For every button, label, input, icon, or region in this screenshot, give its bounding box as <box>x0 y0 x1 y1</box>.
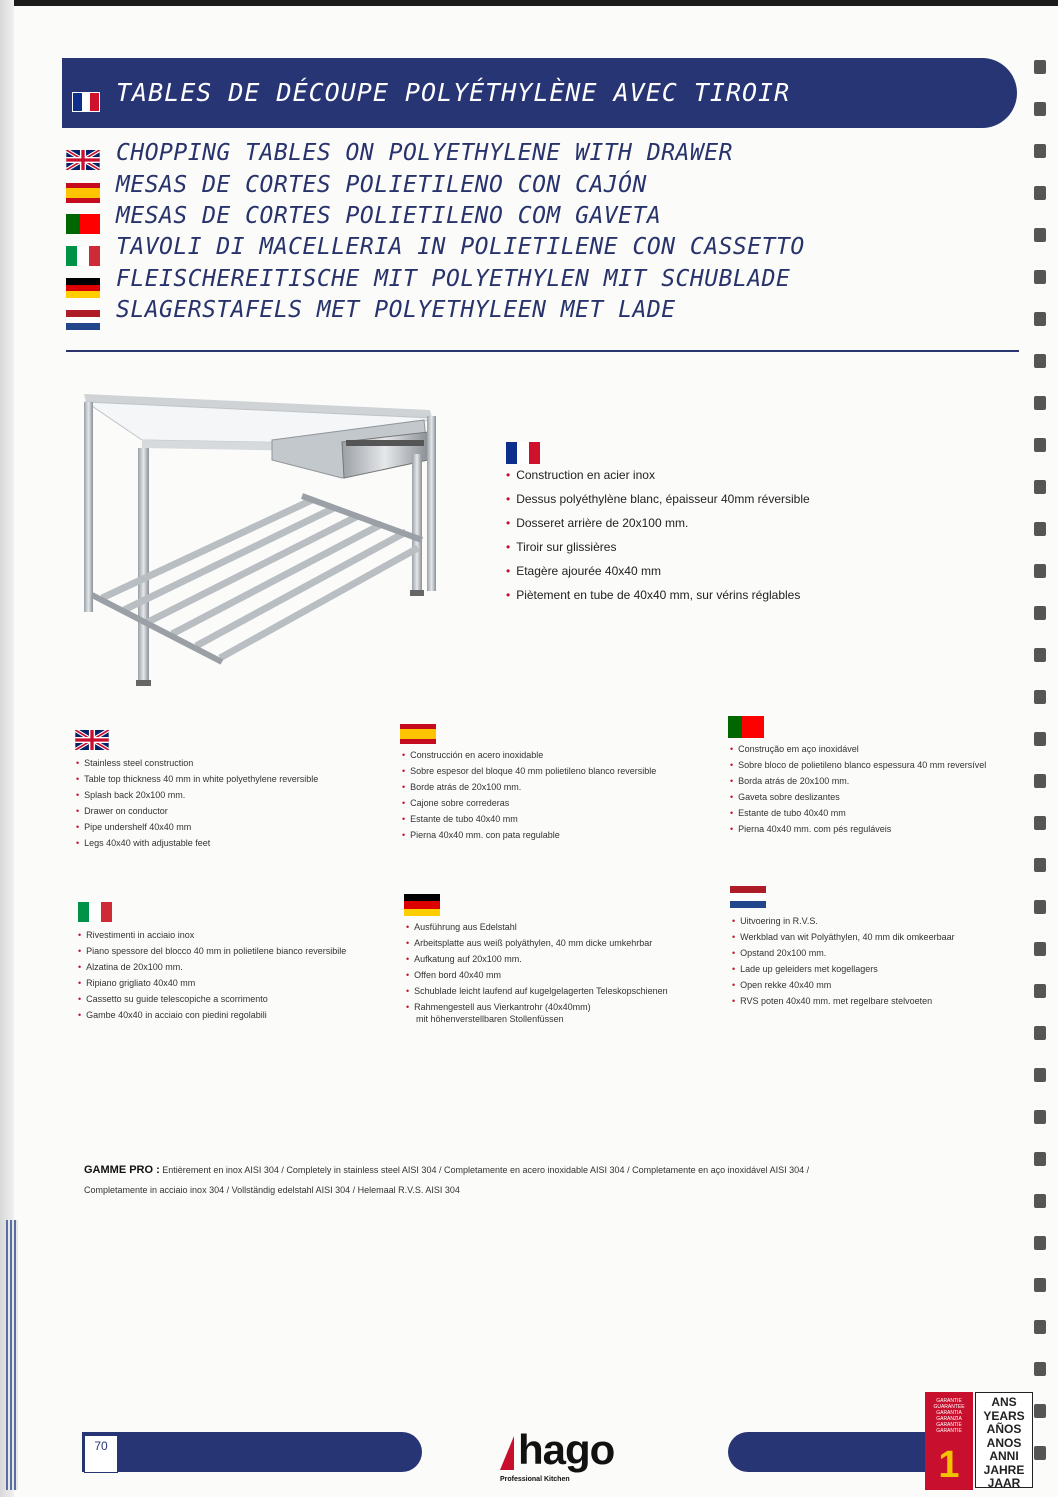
warranty-label: GARANTIE <box>936 1428 962 1434</box>
spiral-ring-icon <box>1034 1110 1046 1124</box>
warranty-word: ANOS <box>986 1435 1022 1450</box>
list-item: • Ripiano grigliato 40x40 mm <box>78 978 346 988</box>
list-item: • Estante de tubo 40x40 mm <box>402 814 656 824</box>
features-list-nl <box>732 916 955 1012</box>
spiral-ring-icon <box>1034 858 1046 872</box>
spiral-ring-icon <box>1034 1152 1046 1166</box>
flag-de-icon <box>66 278 100 298</box>
brand-logo: hago <box>518 1426 615 1473</box>
list-item: • Schublade leicht laufend auf kugelgelagerten Teleskopschienen <box>406 986 668 996</box>
features-list-pt <box>730 744 986 840</box>
spiral-ring-icon <box>1034 942 1046 956</box>
list-item: • Rivestimenti in acciaio inox <box>78 930 346 940</box>
spiral-ring-icon <box>1034 60 1046 74</box>
list-item: • Borda atrás de 20x100 mm. <box>730 776 986 786</box>
flag-pt-icon <box>66 214 100 234</box>
spiral-ring-icon <box>1034 564 1046 578</box>
page-title: TABLES DE DÉCOUPE POLYÉTHYLÈNE AVEC TIROIR <box>116 78 791 107</box>
list-item: • Cajone sobre correderas <box>402 798 656 808</box>
warranty-word: ANNI <box>989 1449 1019 1463</box>
spiral-ring-icon <box>1034 1194 1046 1208</box>
gamme-pro-note <box>84 1160 984 1200</box>
spiral-ring-icon <box>1034 396 1046 410</box>
list-item: • Open rekke 40x40 mm <box>732 980 955 990</box>
list-item: • Table top thickness 40 mm in white polyethylene reversible <box>76 774 318 784</box>
list-item: • Stainless steel construction <box>76 758 318 768</box>
list-item: • Dessus polyéthylène blanc, épaisseur 40mm réversible <box>506 492 810 506</box>
warranty-word: ANS <box>991 1395 1017 1409</box>
spiral-binding <box>1032 52 1050 1492</box>
list-item: • Piètement en tube de 40x40 mm, sur vérins réglables <box>506 588 810 602</box>
list-item: • Pierna 40x40 mm. con pata regulable <box>402 830 656 840</box>
flag-uk-icon <box>66 150 100 170</box>
warranty-label: GARANTIE <box>936 1398 962 1404</box>
spiral-ring-icon <box>1034 1026 1046 1040</box>
title-nl: SLAGERSTAFELS MET POLYETHYLEEN MET LADE <box>116 297 676 323</box>
spiral-ring-icon <box>1034 816 1046 830</box>
brand-subtitle: Professional Kitchen <box>500 1476 570 1483</box>
page-number: 70 <box>84 1435 118 1473</box>
warranty-label: GARANZIA <box>936 1416 962 1422</box>
spiral-ring-icon <box>1034 480 1046 494</box>
list-item: • Splash back 20x100 mm. <box>76 790 318 800</box>
spiral-ring-icon <box>1034 1404 1046 1418</box>
spiral-ring-icon <box>1034 1278 1046 1292</box>
features-list-it <box>78 930 346 1026</box>
warranty-word: JAAR <box>987 1476 1021 1490</box>
spiral-ring-icon <box>1034 144 1046 158</box>
warranty-years-panel <box>975 1392 1033 1488</box>
spiral-ring-icon <box>1034 1068 1046 1082</box>
flag-nl-icon <box>66 310 100 330</box>
list-item: • Opstand 20x100 mm. <box>732 948 955 958</box>
spiral-ring-icon <box>1034 228 1046 242</box>
spiral-ring-icon <box>1034 690 1046 704</box>
list-item: • Arbeitsplatte aus weiß polyäthylen, 40 mm dicke umkehrbar <box>406 938 668 948</box>
footer-band-right <box>728 1432 928 1472</box>
spiral-ring-icon <box>1034 1236 1046 1250</box>
flag-fr-icon <box>72 92 100 112</box>
list-item: • Aufkatung auf 20x100 mm. <box>406 954 668 964</box>
title-de: FLEISCHEREITISCHE MIT POLYETHYLEN MIT SCHUBLADE <box>116 266 791 292</box>
list-item: • Uitvoering in R.V.S. <box>732 916 955 926</box>
spiral-ring-icon <box>1034 774 1046 788</box>
gamme-pro-label: GAMME PRO : <box>84 1164 160 1176</box>
list-item: • Construcción en acero inoxidable <box>402 750 656 760</box>
warranty-number: 1 <box>938 1444 960 1486</box>
spiral-ring-icon <box>1034 1320 1046 1334</box>
flag-it-icon <box>78 902 112 922</box>
list-item: • Sobre bloco de polietileno blanco espessura 40 mm reversível <box>730 760 986 770</box>
list-item: • Construção em aço inoxidável <box>730 744 986 754</box>
list-item: • Pierna 40x40 mm. com pés reguláveis <box>730 824 986 834</box>
list-item: • Pipe undershelf 40x40 mm <box>76 822 318 832</box>
title-uk: CHOPPING TABLES ON POLYETHYLENE WITH DRAWER <box>116 140 733 166</box>
header-divider <box>66 350 1019 352</box>
flag-de-icon <box>404 894 440 916</box>
footer-band-left <box>82 1432 422 1472</box>
flag-fr-icon <box>506 442 540 464</box>
spiral-ring-icon <box>1034 270 1046 284</box>
list-item: • Piano spessore del blocco 40 mm in polietilene bianco reversibile <box>78 946 346 956</box>
spiral-ring-icon <box>1034 102 1046 116</box>
spiral-ring-icon <box>1034 186 1046 200</box>
list-item: • Lade up geleiders met kogellagers <box>732 964 955 974</box>
list-item: • Offen bord 40x40 mm <box>406 970 668 980</box>
list-item: • Borde atrás de 20x100 mm. <box>402 782 656 792</box>
list-item: • Estante de tubo 40x40 mm <box>730 808 986 818</box>
flag-uk-icon <box>74 730 110 750</box>
title-pt: MESAS DE CORTES POLIETILENO COM GAVETA <box>116 203 662 229</box>
list-item: • RVS poten 40x40 mm. met regelbare stelvoeten <box>732 996 955 1006</box>
top-edge <box>0 0 1058 6</box>
features-list-fr <box>506 468 810 612</box>
spiral-ring-icon <box>1034 984 1046 998</box>
list-item: • Ausführung aus Edelstahl <box>406 922 668 932</box>
gamme-pro-line2: Completamente in acciaio inox 304 / Vollständig edelstahl AISI 304 / Helemaal R.V.S. AISI 304 <box>84 1185 460 1195</box>
list-item: • Gambe 40x40 in acciaio con piedini regolabili <box>78 1010 346 1020</box>
list-item: • Alzatina de 20x100 mm. <box>78 962 346 972</box>
flag-es-icon <box>66 183 100 203</box>
warranty-label: GARANTIE <box>936 1422 962 1428</box>
spiral-ring-icon <box>1034 732 1046 746</box>
warranty-badge <box>925 1392 1035 1490</box>
list-item-continuation: mit höhenverstellbaren Stollenfüssen <box>416 1014 564 1024</box>
features-list-es <box>402 750 656 846</box>
list-item: • Gaveta sobre deslizantes <box>730 792 986 802</box>
gamme-pro-line1: Entièrement en inox AISI 304 / Completely in stainless steel AISI 304 / Completamente en acero inoxidable AISI 304 / Completamente en aço inoxidável AISI 304 / <box>162 1165 810 1175</box>
list-item: • Construction en acier inox <box>506 468 810 482</box>
list-item: • Legs 40x40 with adjustable feet <box>76 838 318 848</box>
flag-es-icon <box>400 724 436 744</box>
list-item: • Cassetto su guide telescopiche a scorrimento <box>78 994 346 1004</box>
hago-logo-icon <box>500 1436 514 1470</box>
list-item: • Sobre espesor del bloque 40 mm polietileno blanco reversible <box>402 766 656 776</box>
flag-nl-icon <box>730 886 766 908</box>
spiral-ring-icon <box>1034 648 1046 662</box>
page-stack-edge <box>6 1220 18 1490</box>
title-it: TAVOLI DI MACELLERIA IN POLIETILENE CON CASSETTO <box>116 234 805 260</box>
spiral-ring-icon <box>1034 1362 1046 1376</box>
list-item: • Werkblad van wit Polyäthylen, 40 mm dik omkeerbaar <box>732 932 955 942</box>
warranty-word: JAHRE <box>983 1462 1025 1477</box>
features-list-uk <box>76 758 318 854</box>
spiral-ring-icon <box>1034 438 1046 452</box>
flag-pt-icon <box>728 716 764 738</box>
product-table-image <box>72 390 444 690</box>
spiral-ring-icon <box>1034 606 1046 620</box>
list-item: • Etagère ajourée 40x40 mm <box>506 564 810 578</box>
spiral-ring-icon <box>1034 900 1046 914</box>
list-item: • Rahmengestell aus Vierkantrohr (40x40mm) <box>406 1002 668 1012</box>
features-list-de <box>406 922 668 1024</box>
warranty-word: YEARS <box>983 1408 1025 1423</box>
list-item: • Dosseret arrière de 20x100 mm. <box>506 516 810 530</box>
warranty-label: GARANTIA <box>936 1410 962 1416</box>
warranty-word: AÑOS <box>986 1422 1022 1436</box>
warranty-label: GUARANTEE <box>933 1404 965 1410</box>
title-es: MESAS DE CORTES POLIETILENO CON CAJÓN <box>116 172 647 198</box>
spiral-ring-icon <box>1034 1446 1046 1460</box>
list-item: • Drawer on conductor <box>76 806 318 816</box>
spiral-ring-icon <box>1034 312 1046 326</box>
flag-it-icon <box>66 246 100 266</box>
spiral-ring-icon <box>1034 354 1046 368</box>
spiral-ring-icon <box>1034 522 1046 536</box>
list-item: • Tiroir sur glissières <box>506 540 810 554</box>
